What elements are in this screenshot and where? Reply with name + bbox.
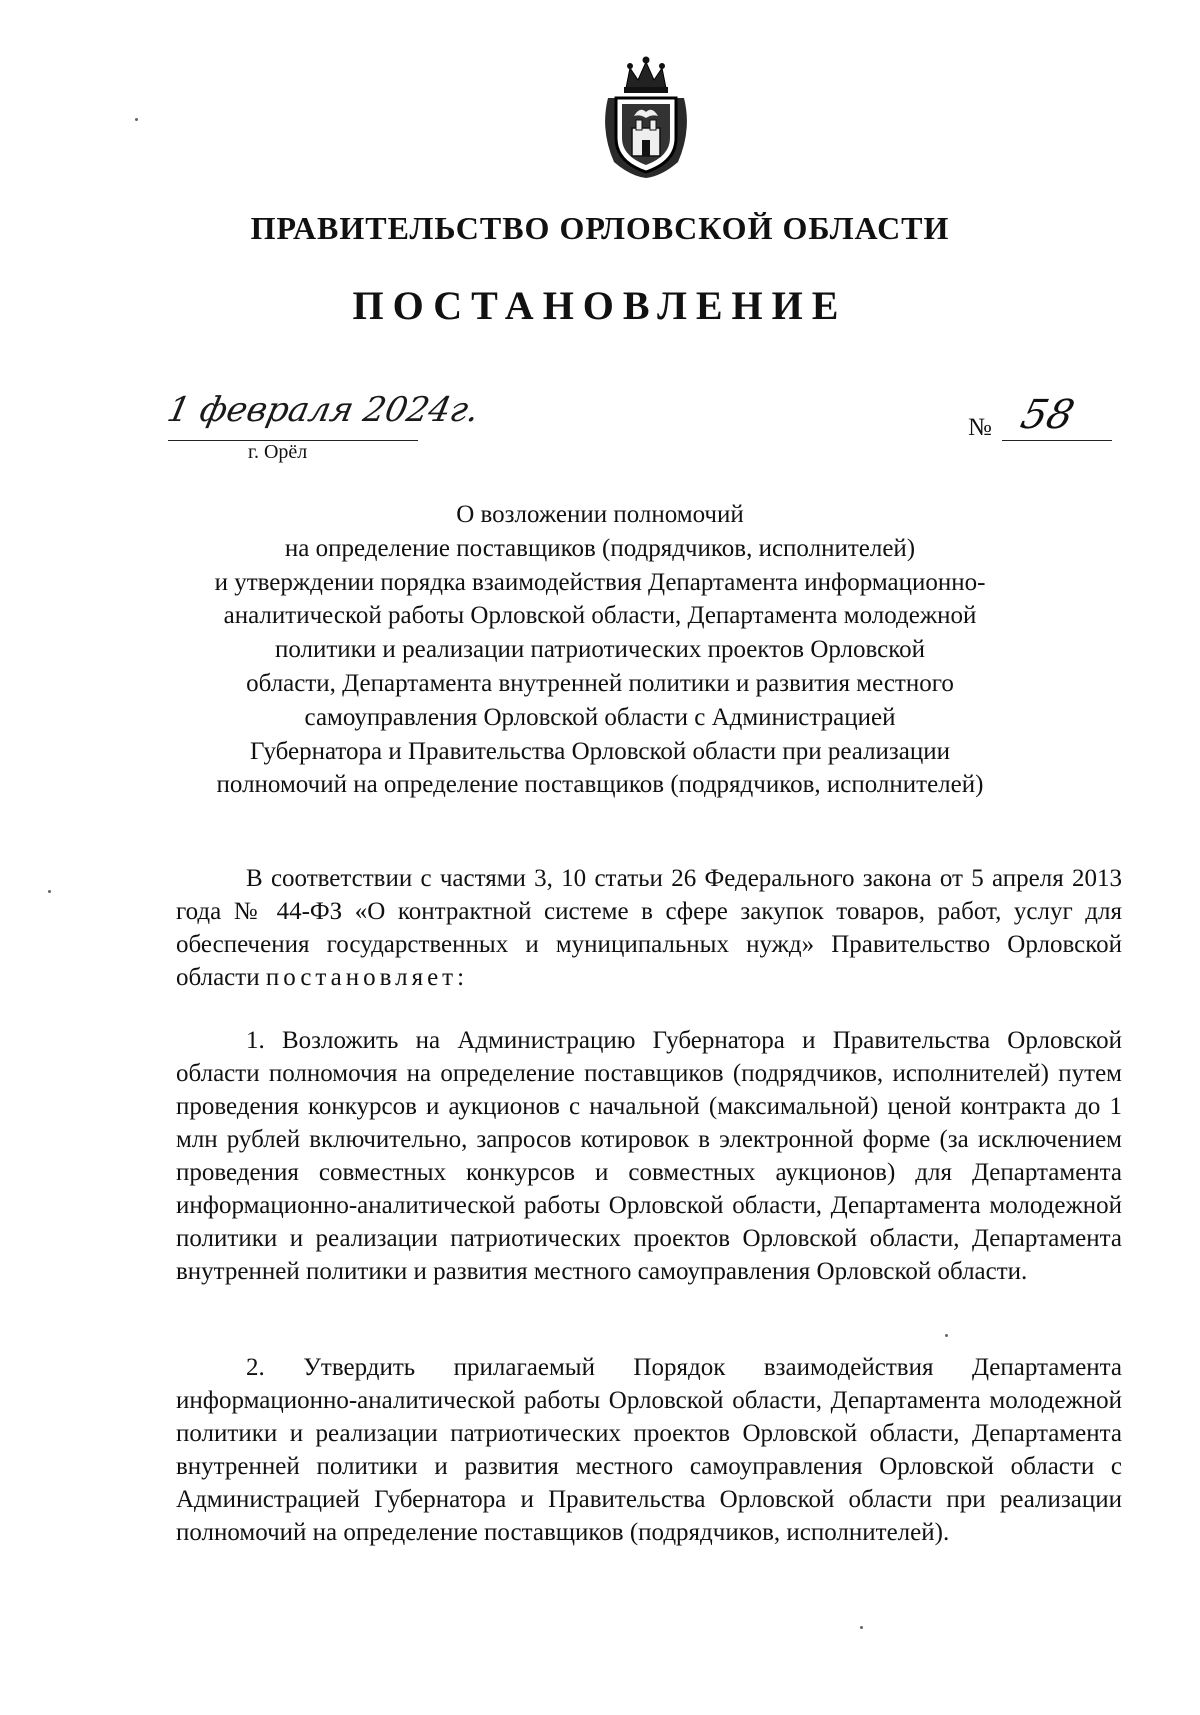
subject-line: полномочий на определение поставщиков (подрядчиков, исполнителей) [216, 771, 984, 799]
resolution-keyword: постановляет: [265, 964, 469, 991]
subject-line: и утверждении порядка взаимодействия Департамента информационно- [214, 568, 986, 596]
scan-speck [135, 118, 138, 121]
scan-speck [48, 890, 51, 893]
number-underline [1002, 440, 1112, 441]
document-subject [150, 498, 1050, 802]
handwritten-number: 58 [1016, 392, 1079, 438]
city-label: г. Орёл [248, 441, 308, 463]
orel-oblast-coat-of-arms-icon [596, 50, 696, 180]
paragraph-2: 2. Утвердить прилагаемый Порядок взаимодействия Департамента информационно-аналитической работы Орловской области, Департамента молодежной политики и реализации патриотических проектов Орловской области, Департамента внутренней политики и развития местного самоуправления Орловской области с Администрацией Губернатора и Правительства Орловской области при реализации полномочий на определение поставщиков (подрядчиков, исполнителей). [176, 1354, 1122, 1546]
intro-text: В соответствии с частями 3, 10 статьи 26 Федерального закона от 5 апреля 2013 года № 44-ФЗ «О контрактной системе в сфере закупок товаров, работ, услуг для обеспечения государственных и муниципальных нужд» Правительство Орловской области [176, 865, 1122, 991]
organization-title: ПРАВИТЕЛЬСТВО ОРЛОВСКОЙ ОБЛАСТИ [250, 210, 950, 246]
scan-speck [945, 1334, 948, 1337]
document-type-title: ПОСТАНОВЛЕНИЕ [352, 283, 848, 328]
intro-paragraph [176, 862, 1122, 994]
subject-line: политики и реализации патриотических проектов Орловской [274, 636, 926, 664]
subject-line: аналитической работы Орловской области, Департамента молодежной [223, 602, 977, 630]
paragraph-1: 1. Возложить на Администрацию Губернатора и Правительства Орловской области полномочия на определение поставщиков (подрядчиков, исполнителей) путем проведения конкурсов и аукционов с начальной (максимальной) ценой контракта до 1 млн рублей включительно, запросов котировок в электронной форме (за исключением проведения совместных конкурсов и совместных аукционов) для Департамента информационно-аналитической работы Орловской области, Департамента молодежной политики и реализации патриотических проектов Орловской области, Департамента внутренней политики и развития местного самоуправления Орловской области. [176, 1027, 1122, 1285]
scan-speck [860, 1626, 863, 1629]
subject-line: самоуправления Орловской области с Администрацией [304, 703, 896, 731]
subject-line: Губернатора и Правительства Орловской области при реализации [249, 737, 951, 765]
handwritten-date: 1 февраля 2024г. [163, 390, 483, 430]
subject-line: на определение поставщиков (подрядчиков, исполнителей) [284, 534, 916, 562]
number-label: № [968, 414, 992, 441]
subject-line: области, Департамента внутренней политики и развития местного [246, 669, 954, 697]
subject-line: О возложении полномочий [456, 501, 744, 528]
